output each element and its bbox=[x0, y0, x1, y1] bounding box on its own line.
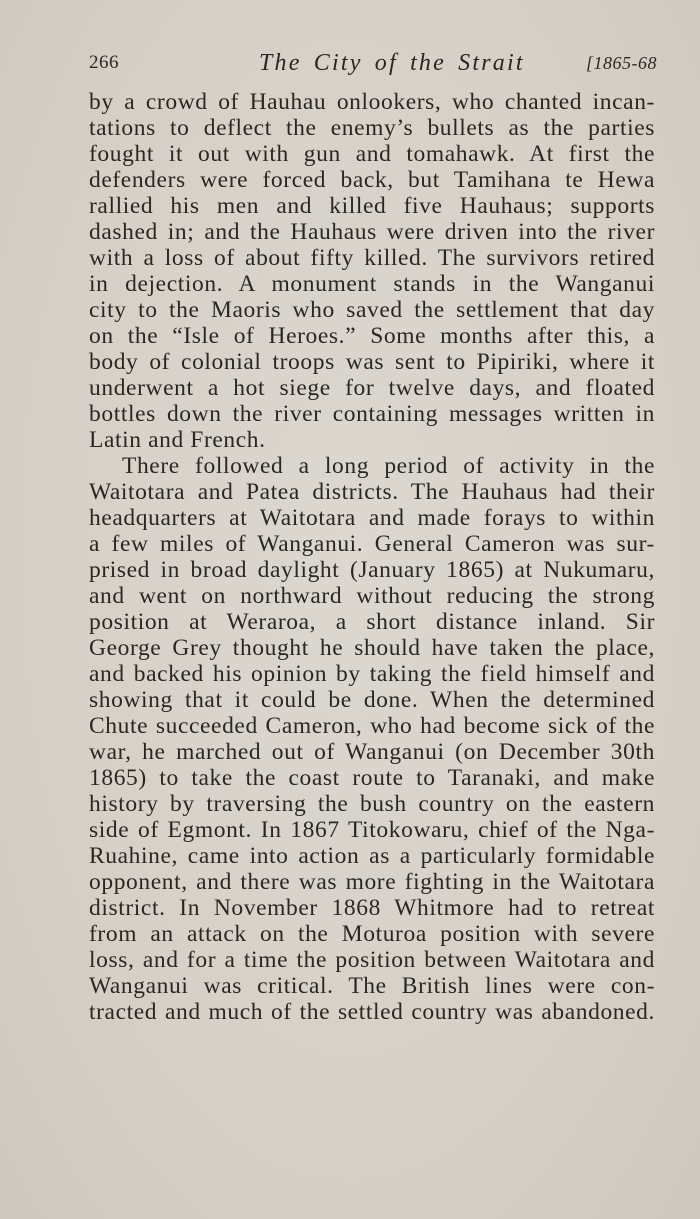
text-line: position at Weraroa, a short distance inland. Sir bbox=[89, 609, 655, 635]
text-line: tations to deflect the enemy’s bullets as the parties bbox=[89, 115, 655, 141]
text-line: George Grey thought he should have taken the place, bbox=[89, 635, 655, 661]
text-line: and backed his opinion by taking the field himself and bbox=[89, 661, 655, 687]
date-range: [1865-68 bbox=[586, 53, 657, 73]
text-line: Chute succeeded Cameron, who had become sick of the bbox=[89, 713, 655, 739]
text-line: Waitotara and Patea districts. The Hauhaus had their bbox=[89, 479, 655, 505]
text-line: opponent, and there was more fighting in the Waitotara bbox=[89, 869, 655, 895]
text-line: history by traversing the bush country on the eastern bbox=[89, 791, 655, 817]
text-line: tracted and much of the settled country was abandoned. bbox=[89, 999, 655, 1025]
text-line: Ruahine, came into action as a particularly formidable bbox=[89, 843, 655, 869]
text-line: 1865) to take the coast route to Taranaki, and make bbox=[89, 765, 655, 791]
text-line: side of Egmont. In 1867 Titokowaru, chief of the Nga- bbox=[89, 817, 655, 843]
text-line: headquarters at Waitotara and made forays to within bbox=[89, 505, 655, 531]
text-line: from an attack on the Moturoa position with severe bbox=[89, 921, 655, 947]
running-head bbox=[89, 52, 657, 86]
running-title: The City of the Strait bbox=[259, 50, 525, 76]
page-number: 266 bbox=[89, 52, 119, 73]
text-line: showing that it could be done. When the determined bbox=[89, 687, 655, 713]
text-line: underwent a hot siege for twelve days, and floated bbox=[89, 375, 655, 401]
text-line: and went on northward without reducing the strong bbox=[89, 583, 655, 609]
text-line: bottles down the river containing messages written in bbox=[89, 401, 655, 427]
text-line: body of colonial troops was sent to Pipiriki, where it bbox=[89, 349, 655, 375]
text-line: by a crowd of Hauhau onlookers, who chanted incan- bbox=[89, 89, 655, 115]
text-line: city to the Maoris who saved the settlement that day bbox=[89, 297, 655, 323]
text-line: fought it out with gun and tomahawk. At first the bbox=[89, 141, 655, 167]
text-line: There followed a long period of activity in the bbox=[122, 453, 655, 479]
text-line: defenders were forced back, but Tamihana te Hewa bbox=[89, 167, 655, 193]
body-text bbox=[89, 89, 655, 1025]
text-line: a few miles of Wanganui. General Cameron was sur- bbox=[89, 531, 655, 557]
text-line: loss, and for a time the position between Waitotara and bbox=[89, 947, 655, 973]
text-line: district. In November 1868 Whitmore had to retreat bbox=[89, 895, 655, 921]
text-line: Latin and French. bbox=[89, 427, 266, 453]
text-line: rallied his men and killed five Hauhaus; supports bbox=[89, 193, 655, 219]
text-line: war, he marched out of Wanganui (on December 30th bbox=[89, 739, 655, 765]
text-line: with a loss of about fifty killed. The survivors retired bbox=[89, 245, 655, 271]
text-line: prised in broad daylight (January 1865) at Nukumaru, bbox=[89, 557, 655, 583]
text-line: in dejection. A monument stands in the Wanganui bbox=[89, 271, 655, 297]
text-line: on the “Isle of Heroes.” Some months after this, a bbox=[89, 323, 655, 349]
text-line: Wanganui was critical. The British lines were con- bbox=[89, 973, 655, 999]
text-line: dashed in; and the Hauhaus were driven into the river bbox=[89, 219, 655, 245]
